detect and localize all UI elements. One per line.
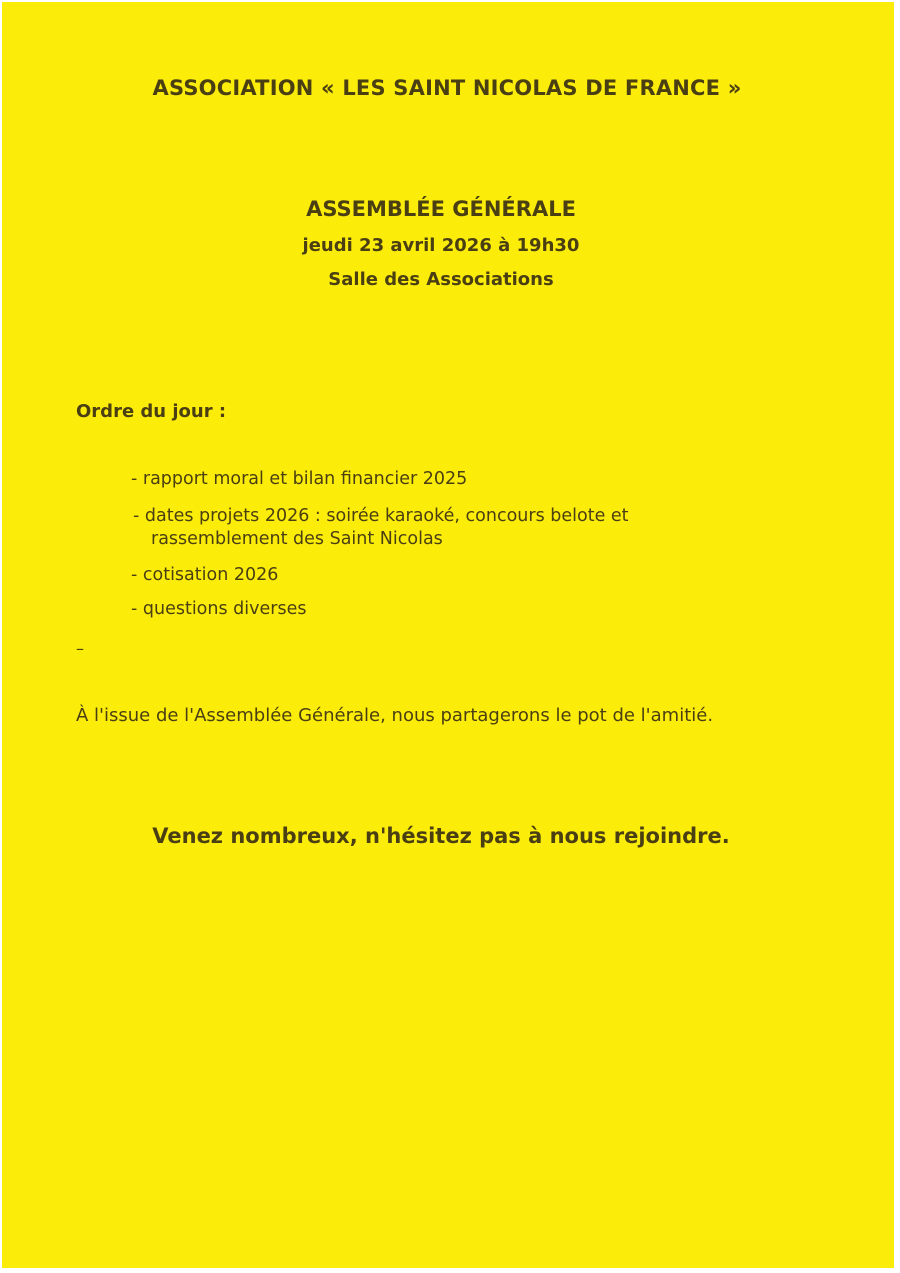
stray-dash: –	[76, 639, 84, 658]
meeting-date: jeudi 23 avril 2026 à 19h30	[302, 235, 580, 256]
closing-note: À l'issue de l'Assemblée Générale, nous partagerons le pot de l'amitié.	[76, 705, 714, 726]
agenda-item: - rapport moral et bilan financier 2025	[131, 469, 468, 489]
agenda-item-continuation: rassemblement des Saint Nicolas	[151, 529, 443, 549]
agenda-item: - questions diverses	[131, 599, 307, 619]
meeting-title: ASSEMBLÉE GÉNÉRALE	[306, 197, 576, 221]
agenda-item: - cotisation 2026	[131, 565, 279, 585]
flyer-page	[2, 2, 894, 1268]
meeting-location: Salle des Associations	[328, 269, 554, 290]
invitation-text: Venez nombreux, n'hésitez pas à nous rejoindre.	[152, 824, 730, 848]
agenda-title: Ordre du jour :	[76, 401, 227, 422]
agenda-item-line: - dates projets 2026 : soirée karaoké, concours belote et	[133, 506, 629, 526]
association-name: ASSOCIATION « LES SAINT NICOLAS DE FRANCE »	[152, 76, 742, 100]
agenda-item	[133, 505, 733, 551]
